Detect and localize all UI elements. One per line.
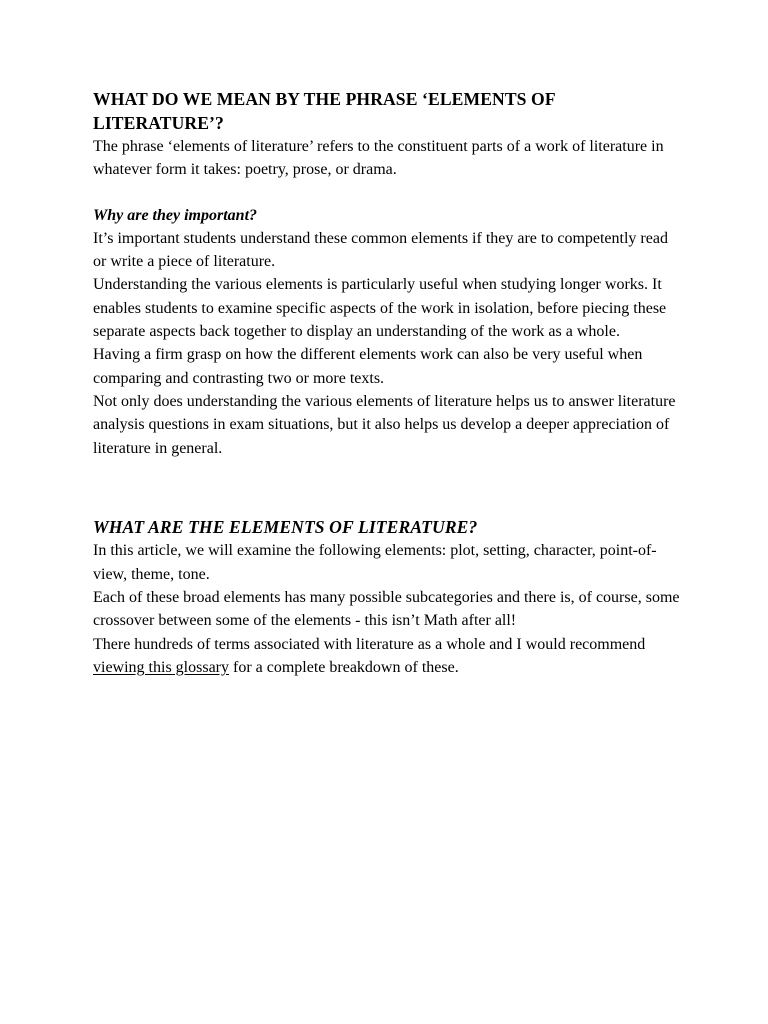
glossary-text-after: for a complete breakdown of these. — [229, 658, 459, 676]
paragraph-definition: The phrase ‘elements of literature’ refers to the constituent parts of a work of literature in whatever form it takes: poetry, prose, or drama. — [93, 138, 664, 179]
paragraph-comparing-texts: Having a firm grasp on how the different elements work can also be very useful when comparing and contrasting two or more texts. — [93, 346, 643, 387]
section-heading-what-are-elements: WHAT ARE THE ELEMENTS OF LITERATURE? — [93, 516, 478, 537]
subheading-why-important: Why are they important? — [93, 206, 258, 224]
paragraph-elements-list: In this article, we will examine the following elements: plot, setting, character, point-of-view, theme, tone. — [93, 542, 657, 583]
section-heading-elements-of-literature-phrase: WHAT DO WE MEAN BY THE PHRASE ‘ELEMENTS OF LITERATURE’? — [93, 89, 556, 133]
paragraph-longer-works: Understanding the various elements is particularly useful when studying longer works. It enables students to examine specific aspects of the work in isolation, before piecing these separate aspects back together to display an understanding of the work as a whole. — [93, 276, 667, 341]
paragraph-glossary — [93, 633, 683, 680]
paragraph-subcategories: Each of these broad elements has many possible subcategories and there is, of course, some crossover between some of the elements - this isn’t Math after all! — [93, 588, 680, 630]
glossary-link[interactable]: viewing this glossary — [93, 658, 229, 676]
glossary-text-before: There hundreds of terms associated with literature as a whole and I would recommend — [93, 635, 646, 653]
paragraph-appreciation: Not only does understanding the various elements of literature helps us to answer literature analysis questions in exam situations, but it also helps us develop a deeper appreciation of literature in general. — [93, 392, 676, 457]
document-page — [93, 88, 683, 679]
paragraph-importance: It’s important students understand these common elements if they are to competently read or write a piece of literature. — [93, 229, 668, 271]
